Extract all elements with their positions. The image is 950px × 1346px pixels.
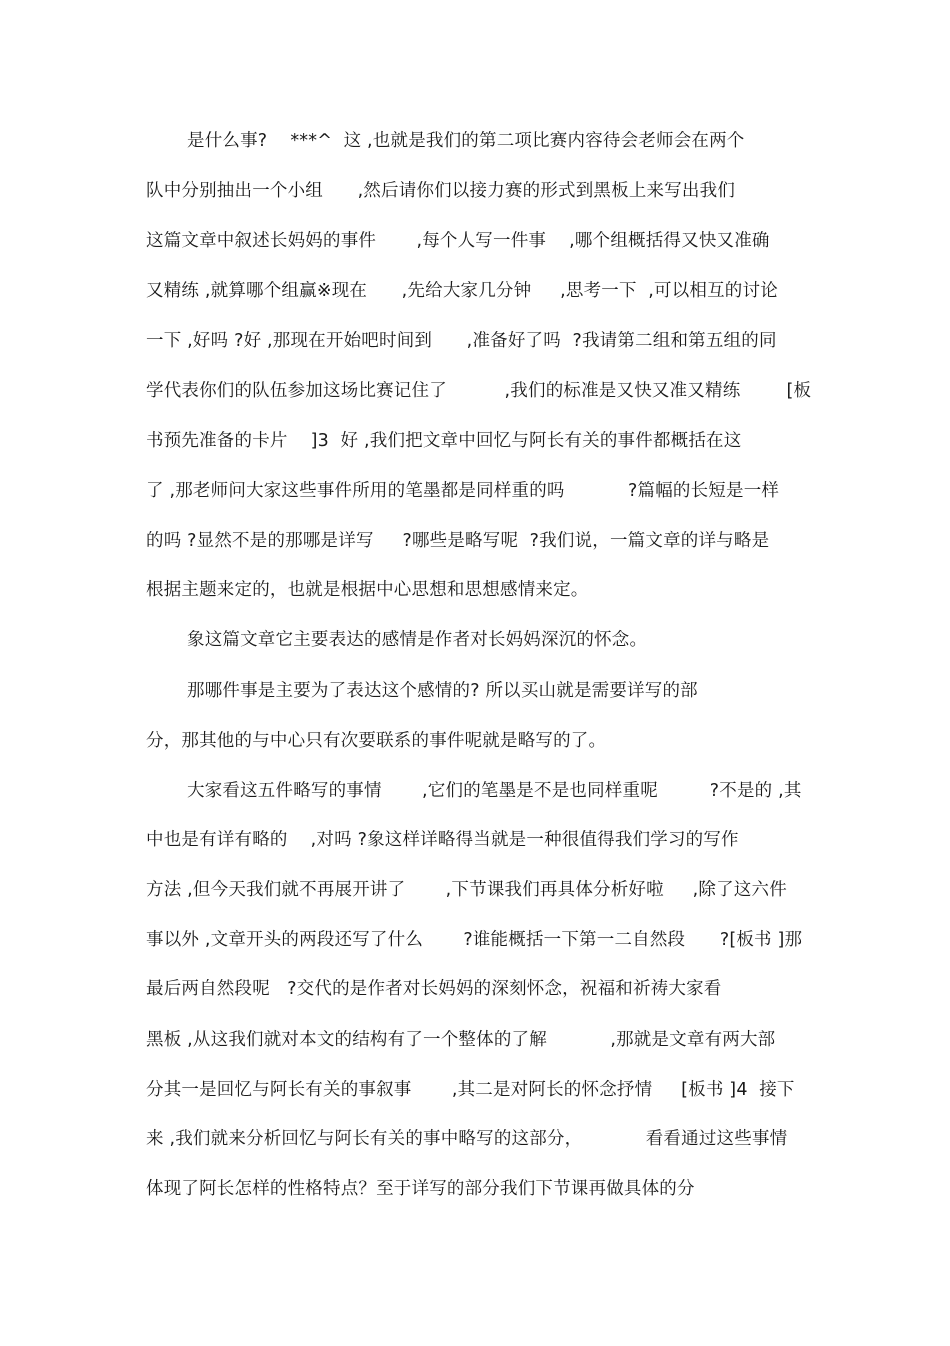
text-line: 来 ,我们就来分析回忆与阿长有关的事中略写的这部分， 看看通过这些事情	[146, 1129, 788, 1149]
text-line: 又精练 ,就算哪个组赢※现在 ,先给大家几分钟 ,思考一下 ,可以相互的讨论	[146, 281, 778, 301]
text-line: 体现了阿长怎样的性格特点？至于详写的部分我们下节课再做具体的分	[146, 1179, 695, 1199]
text-line: 最后两自然段呢 ?交代的是作者对长妈妈的深刻怀念，祝福和祈祷大家看	[146, 979, 722, 999]
text-line: 队中分别抽出一个小组 ,然后请你们以接力赛的形式到黑板上来写出我们	[146, 181, 736, 201]
text-line: 象这篇文章它主要表达的感情是作者对长妈妈深沉的怀念。	[187, 630, 648, 650]
text-line: 书预先准备的卡片 ]3 好 ,我们把文章中回忆与阿长有关的事件都概括在这	[146, 431, 742, 451]
text-line: 那哪件事是主要为了表达这个感情的? 所以买山就是需要详写的部	[187, 681, 698, 701]
text-line: 分，那其他的与中心只有次要联系的事件呢就是略写的了。	[146, 731, 607, 751]
text-line: 这篇文章中叙述长妈妈的事件 ,每个人写一件事 ,哪个组概括得又快又准确	[146, 231, 770, 251]
text-line: 方法 ,但今天我们就不再展开讲了 ,下节课我们再具体分析好啦 ,除了这六件	[146, 880, 787, 900]
text-line: 学代表你们的队伍参加这场比赛记住了 ,我们的标准是又快又准又精练 [板	[146, 381, 812, 401]
text-line: 中也是有详有略的 ,对吗 ?象这样详略得当就是一种很值得我们学习的写作	[146, 830, 739, 850]
text-line: 了 ,那老师问大家这些事件所用的笔墨都是同样重的吗 ?篇幅的长短是一样	[146, 481, 780, 501]
text-line: 的吗 ?显然不是的那哪是详写 ?哪些是略写呢 ?我们说，一篇文章的详与略是	[146, 531, 770, 551]
text-line: 根据主题来定的，也就是根据中心思想和思想感情来定。	[146, 580, 589, 600]
text-line: 大家看这五件略写的事情 ,它们的笔墨是不是也同样重呢 ?不是的 ,其	[187, 781, 802, 801]
text-line: 分其一是回忆与阿长有关的事叙事 ,其二是对阿长的怀念抒情 [板书 ]4 接下	[146, 1080, 795, 1100]
text-line: 一下 ,好吗 ?好 ,那现在开始吧时间到 ,准备好了吗 ?我请第二组和第五组的同	[146, 331, 777, 351]
text-line: 事以外 ,文章开头的两段还写了什么 ?谁能概括一下第一二自然段 ?[板书 ]那	[146, 930, 803, 950]
text-line: 是什么事? ***^ 这 ,也就是我们的第二项比赛内容待会老师会在两个	[187, 131, 745, 151]
text-line: 黑板 ,从这我们就对本文的结构有了一个整体的了解 ,那就是文章有两大部	[146, 1030, 776, 1050]
